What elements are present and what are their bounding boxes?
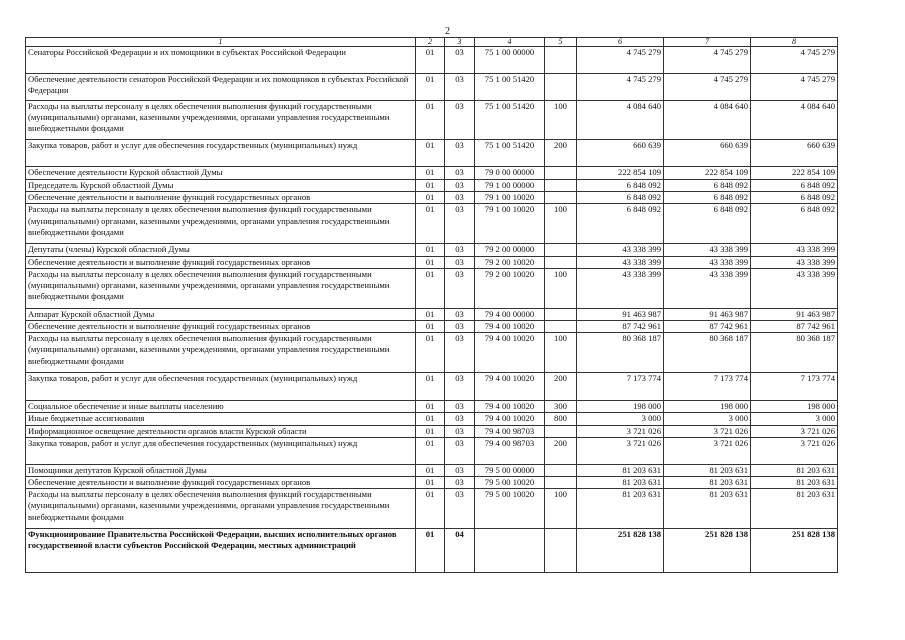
row-c6-cell: 81 203 631 (577, 477, 664, 489)
row-c5-cell: 100 (545, 489, 577, 529)
row-c5-cell (545, 180, 577, 192)
row-name-cell: Обеспечение деятельности и выполнение функций государственных органов (26, 192, 416, 204)
row-name-cell: Обеспечение деятельности и выполнение функций государственных органов (26, 256, 416, 268)
row-name-cell: Председатель Курской областной Думы (26, 180, 416, 192)
row-c5-cell: 200 (545, 140, 577, 167)
row-c4-cell: 79 4 00 98703 (475, 425, 545, 437)
table-row (26, 244, 838, 256)
budget-table (25, 37, 838, 573)
row-c6-cell: 660 639 (577, 140, 664, 167)
row-c3-cell: 03 (445, 425, 475, 437)
row-c3-cell: 03 (445, 268, 475, 308)
row-c8-cell: 6 848 092 (751, 204, 838, 244)
row-c8-cell: 3 000 (751, 413, 838, 425)
row-c7-cell: 6 848 092 (664, 192, 751, 204)
row-c4-cell: 75 1 00 51420 (475, 74, 545, 101)
row-c3-cell: 03 (445, 204, 475, 244)
row-c2-cell: 01 (416, 477, 445, 489)
header-cell: 1 (26, 38, 416, 47)
table-row (26, 192, 838, 204)
row-name-cell: Обеспечение деятельности и выполнение функций государственных органов (26, 321, 416, 333)
row-c7-cell: 43 338 399 (664, 244, 751, 256)
row-c8-cell: 80 368 187 (751, 333, 838, 373)
row-c2-cell: 01 (416, 256, 445, 268)
table-row (26, 464, 838, 476)
table-row (26, 425, 838, 437)
row-name-cell: Расходы на выплаты персоналу в целях обеспечения выполнения функций государственными (муниципальными) органами, казенными учреждениями, органами управления государственными внебюджетными фондами (26, 489, 416, 529)
row-c7-cell: 80 368 187 (664, 333, 751, 373)
header-cell: 4 (475, 38, 545, 47)
table-row (26, 489, 838, 529)
row-c5-cell: 200 (545, 437, 577, 464)
row-c3-cell: 03 (445, 47, 475, 74)
row-c3-cell: 03 (445, 401, 475, 413)
row-c3-cell: 03 (445, 180, 475, 192)
row-c3-cell: 04 (445, 529, 475, 573)
row-name-cell: Расходы на выплаты персоналу в целях обеспечения выполнения функций государственными (муниципальными) органами, казенными учреждениями, органами управления государственными внебюджетными фондами (26, 268, 416, 308)
row-c3-cell: 03 (445, 477, 475, 489)
row-name-cell: Закупка товаров, работ и услуг для обеспечения государственных (муниципальных) нужд (26, 140, 416, 167)
row-c8-cell: 198 000 (751, 401, 838, 413)
row-c6-cell: 251 828 138 (577, 529, 664, 573)
row-c5-cell: 300 (545, 401, 577, 413)
header-cell: 6 (577, 38, 664, 47)
table-row (26, 74, 838, 101)
row-c6-cell: 6 848 092 (577, 192, 664, 204)
row-c4-cell: 79 4 00 10020 (475, 373, 545, 401)
header-cell: 7 (664, 38, 751, 47)
row-c3-cell: 03 (445, 140, 475, 167)
row-c6-cell: 7 173 774 (577, 373, 664, 401)
row-c7-cell: 198 000 (664, 401, 751, 413)
row-c8-cell: 4 084 640 (751, 101, 838, 140)
row-c2-cell: 01 (416, 47, 445, 74)
row-c7-cell: 3 721 026 (664, 437, 751, 464)
row-c5-cell (545, 244, 577, 256)
row-c6-cell: 43 338 399 (577, 256, 664, 268)
row-c7-cell: 4 084 640 (664, 101, 751, 140)
row-c2-cell: 01 (416, 529, 445, 573)
row-c3-cell: 03 (445, 333, 475, 373)
row-c2-cell: 01 (416, 437, 445, 464)
row-c8-cell: 222 854 109 (751, 167, 838, 180)
row-name-cell: Сенаторы Российской Федерации и их помощники в субъектах Российской Федерации (26, 47, 416, 74)
row-c5-cell (545, 464, 577, 476)
row-c3-cell: 03 (445, 321, 475, 333)
row-c7-cell: 81 203 631 (664, 489, 751, 529)
row-c7-cell: 91 463 987 (664, 308, 751, 320)
row-c8-cell: 91 463 987 (751, 308, 838, 320)
row-c5-cell (545, 256, 577, 268)
row-name-cell: Закупка товаров, работ и услуг для обеспечения государственных (муниципальных) нужд (26, 437, 416, 464)
table-row (26, 373, 838, 401)
row-c3-cell: 03 (445, 413, 475, 425)
row-c7-cell: 87 742 961 (664, 321, 751, 333)
row-c6-cell: 81 203 631 (577, 464, 664, 476)
row-c6-cell: 6 848 092 (577, 204, 664, 244)
row-name-cell: Расходы на выплаты персоналу в целях обеспечения выполнения функций государственными (муниципальными) органами, казенными учреждениями, органами управления государственными внебюджетными фондами (26, 333, 416, 373)
row-c7-cell: 6 848 092 (664, 180, 751, 192)
row-c3-cell: 03 (445, 74, 475, 101)
row-c4-cell: 79 5 00 10020 (475, 489, 545, 529)
row-c7-cell: 43 338 399 (664, 256, 751, 268)
table-row (26, 101, 838, 140)
row-c8-cell: 6 848 092 (751, 180, 838, 192)
row-c4-cell: 79 5 00 10020 (475, 477, 545, 489)
header-cell: 2 (416, 38, 445, 47)
row-c4-cell: 79 4 00 10020 (475, 401, 545, 413)
row-c2-cell: 01 (416, 464, 445, 476)
row-name-cell: Расходы на выплаты персоналу в целях обеспечения выполнения функций государственными (муниципальными) органами, казенными учреждениями, органами управления государственными внебюджетными фондами (26, 101, 416, 140)
row-c6-cell: 6 848 092 (577, 180, 664, 192)
row-c7-cell: 43 338 399 (664, 268, 751, 308)
row-c3-cell: 03 (445, 373, 475, 401)
row-name-cell: Иные бюджетные ассигнования (26, 413, 416, 425)
row-c5-cell (545, 308, 577, 320)
row-name-cell: Социальное обеспечение и иные выплаты населению (26, 401, 416, 413)
row-c4-cell: 79 1 00 10020 (475, 204, 545, 244)
header-cell: 8 (751, 38, 838, 47)
row-c4-cell: 79 5 00 00000 (475, 464, 545, 476)
row-c7-cell: 7 173 774 (664, 373, 751, 401)
row-name-cell: Функционирование Правительства Российской Федерации, высших исполнительных органов государственной власти субъектов Российской Федерации, местных администраций (26, 529, 416, 573)
row-c8-cell: 81 203 631 (751, 464, 838, 476)
row-c5-cell: 100 (545, 204, 577, 244)
row-c7-cell: 4 745 279 (664, 47, 751, 74)
row-c4-cell: 75 1 00 51420 (475, 101, 545, 140)
row-name-cell: Расходы на выплаты персоналу в целях обеспечения выполнения функций государственными (муниципальными) органами, казенными учреждениями, органами управления государственными внебюджетными фондами (26, 204, 416, 244)
header-cell: 5 (545, 38, 577, 47)
row-name-cell: Аппарат Курской областной Думы (26, 308, 416, 320)
row-name-cell: Закупка товаров, работ и услуг для обеспечения государственных (муниципальных) нужд (26, 373, 416, 401)
table-row (26, 437, 838, 464)
row-c4-cell: 79 4 00 10020 (475, 333, 545, 373)
row-c4-cell: 79 4 00 10020 (475, 413, 545, 425)
row-c3-cell: 03 (445, 167, 475, 180)
table-row (26, 140, 838, 167)
row-c2-cell: 01 (416, 401, 445, 413)
row-c6-cell: 4 745 279 (577, 47, 664, 74)
row-c3-cell: 03 (445, 437, 475, 464)
row-c6-cell: 91 463 987 (577, 308, 664, 320)
row-c4-cell: 79 0 00 00000 (475, 167, 545, 180)
row-c3-cell: 03 (445, 308, 475, 320)
row-c8-cell: 43 338 399 (751, 268, 838, 308)
table-row (26, 180, 838, 192)
row-name-cell: Обеспечение деятельности сенаторов Российской Федерации и их помощников в субъектах Российской Федерации (26, 74, 416, 101)
row-c2-cell: 01 (416, 74, 445, 101)
row-c8-cell: 81 203 631 (751, 477, 838, 489)
row-c8-cell: 660 639 (751, 140, 838, 167)
table-row (26, 321, 838, 333)
table-row (26, 401, 838, 413)
row-c5-cell (545, 321, 577, 333)
row-c7-cell: 222 854 109 (664, 167, 751, 180)
row-c2-cell: 01 (416, 308, 445, 320)
table-row (26, 47, 838, 74)
row-c7-cell: 251 828 138 (664, 529, 751, 573)
row-c6-cell: 3 721 026 (577, 437, 664, 464)
table-row (26, 529, 838, 573)
row-c3-cell: 03 (445, 489, 475, 529)
row-c7-cell: 4 745 279 (664, 74, 751, 101)
row-c4-cell: 79 2 00 10020 (475, 256, 545, 268)
row-c5-cell: 100 (545, 333, 577, 373)
row-c8-cell: 81 203 631 (751, 489, 838, 529)
row-c2-cell: 01 (416, 489, 445, 529)
row-c5-cell (545, 477, 577, 489)
row-c7-cell: 3 721 026 (664, 425, 751, 437)
row-c8-cell: 251 828 138 (751, 529, 838, 573)
row-c4-cell: 75 1 00 00000 (475, 47, 545, 74)
row-c2-cell: 01 (416, 425, 445, 437)
row-c2-cell: 01 (416, 268, 445, 308)
row-c4-cell: 79 4 00 00000 (475, 308, 545, 320)
row-c4-cell: 79 4 00 10020 (475, 321, 545, 333)
row-c4-cell: 79 1 00 10020 (475, 192, 545, 204)
row-c6-cell: 81 203 631 (577, 489, 664, 529)
row-c4-cell: 79 2 00 00000 (475, 244, 545, 256)
row-c2-cell: 01 (416, 167, 445, 180)
row-c7-cell: 81 203 631 (664, 464, 751, 476)
row-c7-cell: 660 639 (664, 140, 751, 167)
row-name-cell: Обеспечение деятельности Курской областной Думы (26, 167, 416, 180)
row-c3-cell: 03 (445, 101, 475, 140)
row-c6-cell: 198 000 (577, 401, 664, 413)
row-c5-cell (545, 47, 577, 74)
row-c7-cell: 3 000 (664, 413, 751, 425)
row-c5-cell (545, 529, 577, 573)
page-number: 2 (445, 26, 450, 37)
row-c5-cell (545, 425, 577, 437)
row-c7-cell: 81 203 631 (664, 477, 751, 489)
row-c2-cell: 01 (416, 140, 445, 167)
row-c2-cell: 01 (416, 413, 445, 425)
table-row (26, 204, 838, 244)
row-c2-cell: 01 (416, 373, 445, 401)
row-c5-cell: 100 (545, 268, 577, 308)
row-c6-cell: 43 338 399 (577, 268, 664, 308)
row-c8-cell: 4 745 279 (751, 74, 838, 101)
row-c6-cell: 3 721 026 (577, 425, 664, 437)
table-row (26, 477, 838, 489)
row-c4-cell (475, 529, 545, 573)
row-c5-cell: 800 (545, 413, 577, 425)
header-cell: 3 (445, 38, 475, 47)
row-c6-cell: 222 854 109 (577, 167, 664, 180)
row-name-cell: Помощники депутатов Курской областной Думы (26, 464, 416, 476)
row-c8-cell: 6 848 092 (751, 192, 838, 204)
row-c4-cell: 75 1 00 51420 (475, 140, 545, 167)
row-c3-cell: 03 (445, 244, 475, 256)
row-c4-cell: 79 4 00 98703 (475, 437, 545, 464)
row-c5-cell (545, 192, 577, 204)
table-row (26, 333, 838, 373)
table-row (26, 167, 838, 180)
row-c4-cell: 79 1 00 00000 (475, 180, 545, 192)
row-c2-cell: 01 (416, 101, 445, 140)
row-c2-cell: 01 (416, 180, 445, 192)
row-c5-cell: 200 (545, 373, 577, 401)
row-c6-cell: 43 338 399 (577, 244, 664, 256)
table-row (26, 308, 838, 320)
row-c2-cell: 01 (416, 333, 445, 373)
table-row (26, 256, 838, 268)
row-c3-cell: 03 (445, 192, 475, 204)
row-c8-cell: 7 173 774 (751, 373, 838, 401)
row-c7-cell: 6 848 092 (664, 204, 751, 244)
row-c2-cell: 01 (416, 204, 445, 244)
row-c5-cell: 100 (545, 101, 577, 140)
row-c2-cell: 01 (416, 244, 445, 256)
row-c8-cell: 43 338 399 (751, 244, 838, 256)
row-name-cell: Обеспечение деятельности и выполнение функций государственных органов (26, 477, 416, 489)
row-c2-cell: 01 (416, 321, 445, 333)
table-row (26, 413, 838, 425)
row-c6-cell: 4 745 279 (577, 74, 664, 101)
row-c4-cell: 79 2 00 10020 (475, 268, 545, 308)
row-name-cell: Депутаты (члены) Курской областной Думы (26, 244, 416, 256)
table-row (26, 268, 838, 308)
row-name-cell: Информационное освещение деятельности органов власти Курской области (26, 425, 416, 437)
row-c5-cell (545, 74, 577, 101)
row-c3-cell: 03 (445, 464, 475, 476)
row-c3-cell: 03 (445, 256, 475, 268)
row-c6-cell: 87 742 961 (577, 321, 664, 333)
row-c8-cell: 3 721 026 (751, 425, 838, 437)
row-c8-cell: 43 338 399 (751, 256, 838, 268)
row-c6-cell: 80 368 187 (577, 333, 664, 373)
row-c8-cell: 4 745 279 (751, 47, 838, 74)
row-c6-cell: 3 000 (577, 413, 664, 425)
row-c8-cell: 87 742 961 (751, 321, 838, 333)
row-c5-cell (545, 167, 577, 180)
row-c8-cell: 3 721 026 (751, 437, 838, 464)
row-c2-cell: 01 (416, 192, 445, 204)
table-header-row (26, 38, 838, 47)
row-c6-cell: 4 084 640 (577, 101, 664, 140)
